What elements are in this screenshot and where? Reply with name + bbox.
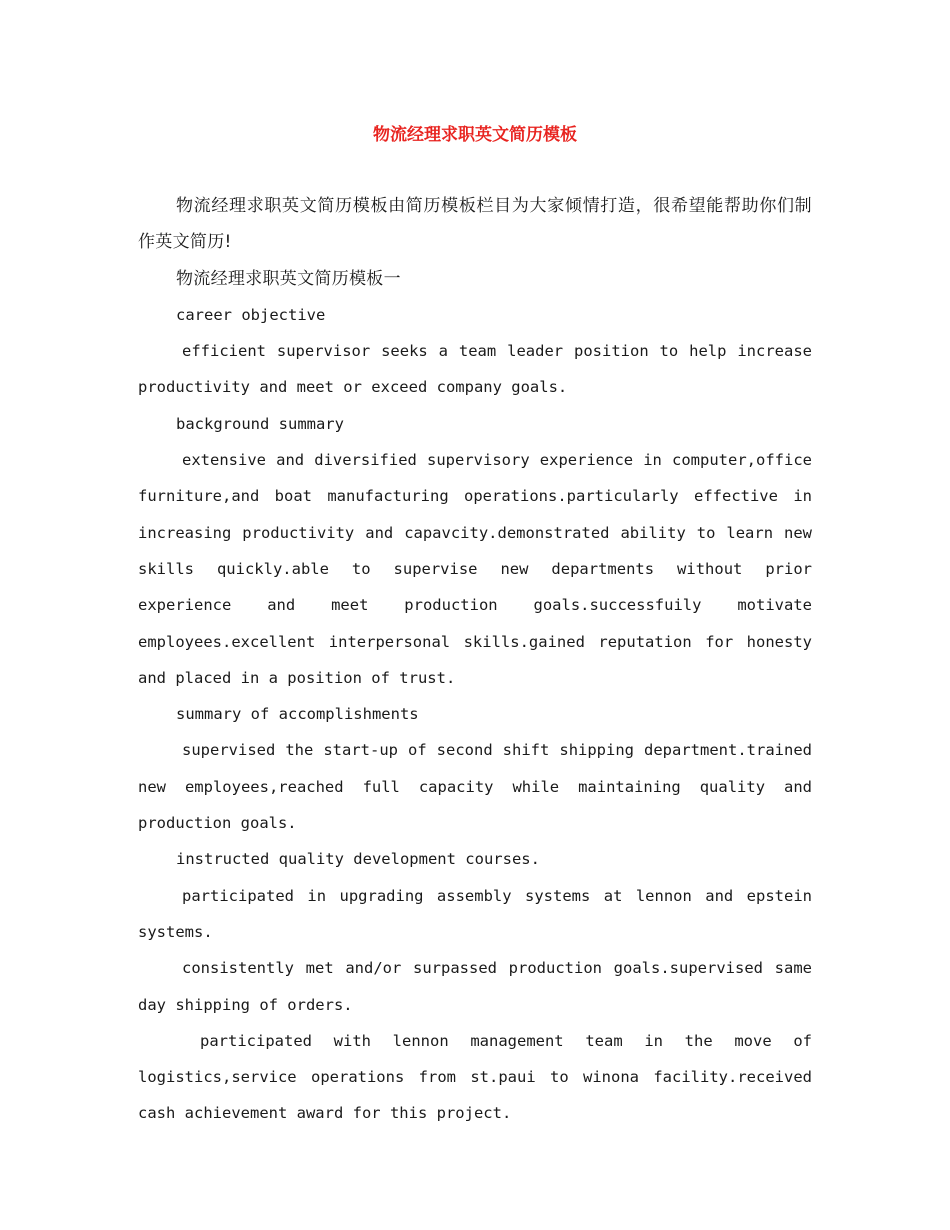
template-heading: 物流经理求职英文简历模板一 [176, 268, 401, 289]
accomplishment-item: participated in upgrading assembly systems at lennon and epstein systems. [138, 886, 812, 941]
background-summary-text: extensive and diversified supervisory experience in computer,office furniture,and boat manufacturing operations.particularly effective in increasing productivity and capavcity.demonstrated ability to learn new skills quickly.able to supervise new departments without prior experience and meet production goals.successfuily motivate employees.excellent interpersonal skills.gained reputation for honesty and placed in a position of trust. [138, 451, 812, 687]
career-objective-text: efficient supervisor seeks a team leader position to help increase productivity and meet or exceed company goals. [138, 342, 812, 397]
accomplishments-heading: summary of accomplishments [176, 705, 419, 724]
intro-paragraph: 物流经理求职英文简历模板由简历模板栏目为大家倾情打造，很希望能帮助你们制作英文简历! [138, 196, 812, 253]
accomplishment-item: participated with lennon management team in the move of logistics,service operations from st.paui to winona facility.received cash achievement award for this project. [138, 1031, 812, 1123]
accomplishment-item: supervised the start-up of second shift shipping department.trained new employees,reached full capacity while maintaining quality and production goals. [138, 741, 812, 833]
accomplishment-item: instructed quality development courses. [176, 850, 540, 869]
background-summary-heading: background summary [176, 414, 344, 433]
career-objective-heading: career objective [176, 305, 326, 324]
document-title: 物流经理求职英文简历模板 [373, 125, 577, 145]
accomplishment-item: consistently met and/or surpassed production goals.supervised same day shipping of orders. [138, 959, 812, 1014]
document-body [138, 188, 812, 1132]
